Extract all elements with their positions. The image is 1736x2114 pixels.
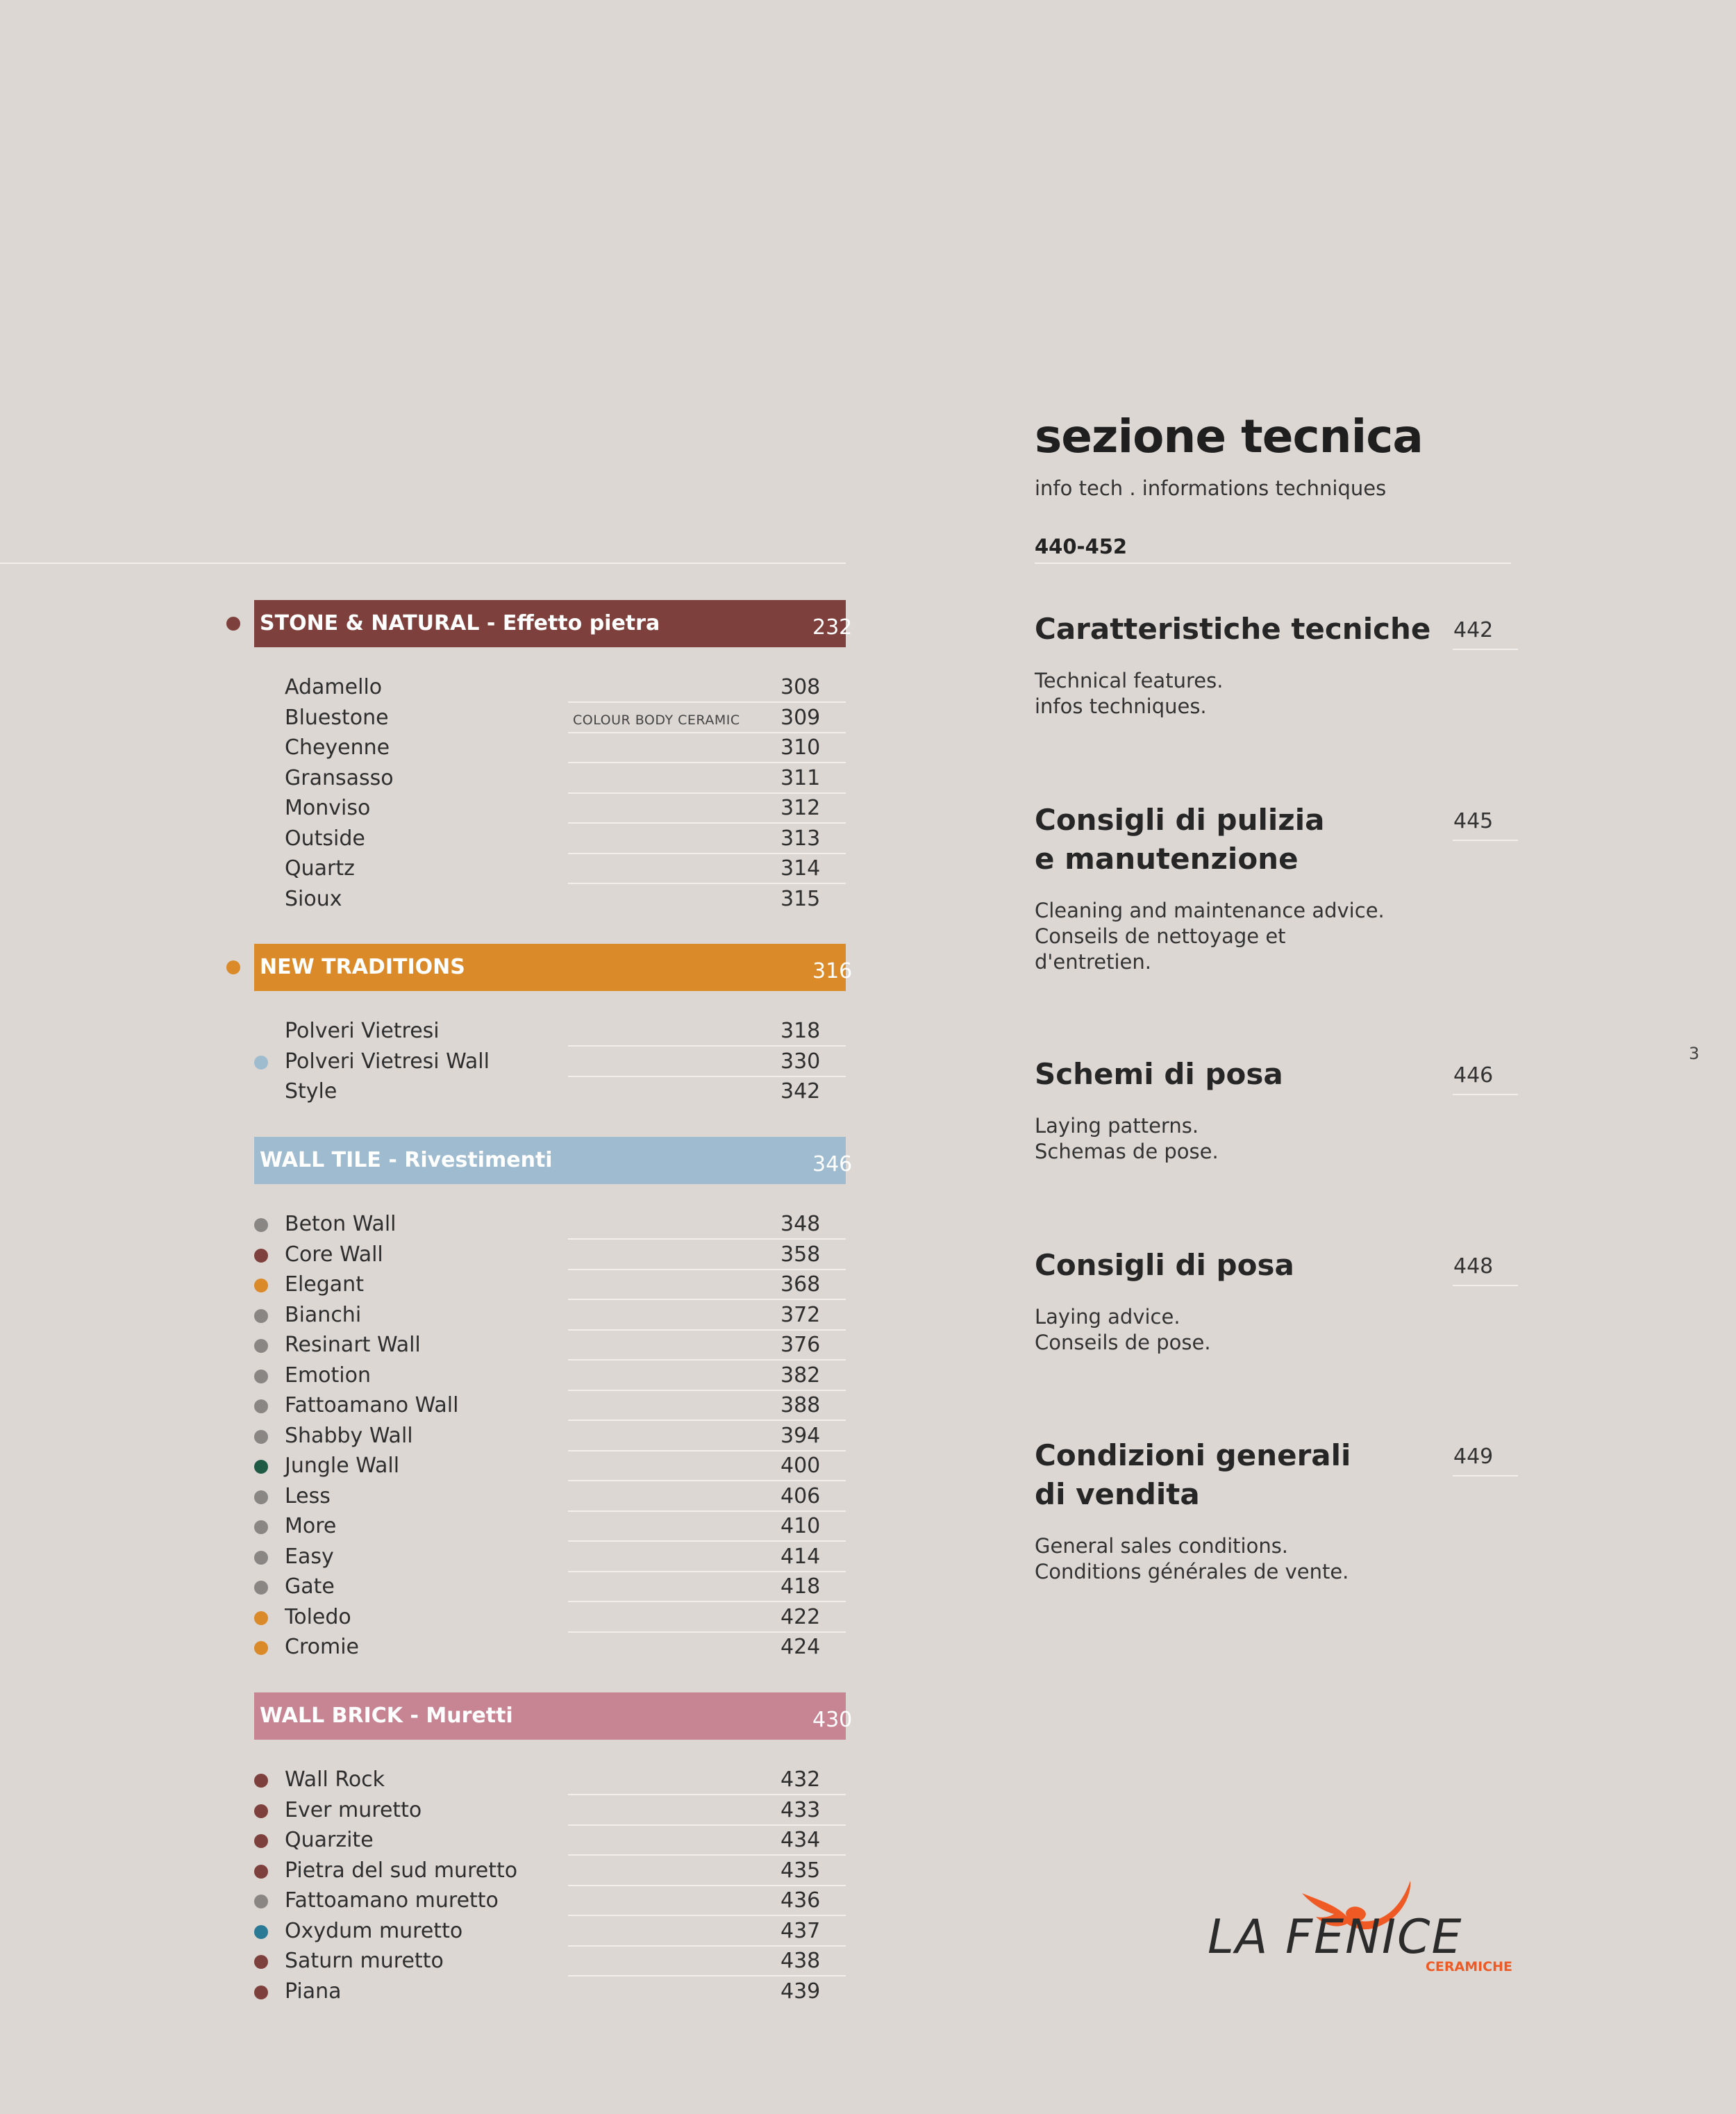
item-note: COLOUR BODY CERAMIC xyxy=(573,712,740,728)
color-dot xyxy=(254,1925,268,1939)
item-name: Wall Rock xyxy=(285,1767,385,1792)
item-name: Core Wall xyxy=(285,1242,383,1267)
color-dot xyxy=(254,1641,268,1655)
tech-entry-underline xyxy=(1453,649,1518,650)
list-item[interactable] xyxy=(222,1421,847,1451)
tech-entry-desc: Laying advice. Conseils de pose. xyxy=(1035,1305,1211,1354)
tech-section-title: sezione tecnica xyxy=(1035,410,1423,463)
list-item[interactable] xyxy=(222,1209,847,1240)
item-name: Quarzite xyxy=(285,1828,374,1852)
item-page: 372 xyxy=(781,1302,821,1327)
item-page: 410 xyxy=(781,1514,821,1538)
item-page: 438 xyxy=(781,1949,821,1973)
tech-entry-desc: General sales conditions. Conditions générales de vente. xyxy=(1035,1534,1349,1583)
color-dot xyxy=(254,1430,268,1444)
list-item[interactable] xyxy=(222,1481,847,1512)
tech-entry-page: 442 xyxy=(1453,618,1494,642)
tech-entry-title: Schemi di posa xyxy=(1035,1057,1283,1091)
list-item[interactable] xyxy=(222,1451,847,1481)
item-page: 439 xyxy=(781,1979,821,2004)
list-item[interactable] xyxy=(222,1946,847,1976)
color-dot xyxy=(254,1895,268,1908)
list-item[interactable] xyxy=(222,884,847,915)
item-name: Cheyenne xyxy=(285,735,390,760)
item-name: Bluestone xyxy=(285,705,389,730)
item-name: More xyxy=(285,1514,337,1538)
color-dot xyxy=(254,1056,268,1070)
item-name: Jungle Wall xyxy=(285,1454,400,1478)
tech-entry-desc: Laying patterns. Schemas de pose. xyxy=(1035,1114,1219,1163)
item-name: Fattoamano Wall xyxy=(285,1393,459,1417)
list-item[interactable] xyxy=(222,1795,847,1826)
tech-section-subtitle: info tech . informations techniques xyxy=(1035,476,1387,500)
item-page: 424 xyxy=(781,1635,821,1659)
list-item[interactable] xyxy=(222,1390,847,1421)
section-dot xyxy=(226,960,240,974)
tech-entry-title: Consigli di pulizia e manutenzione xyxy=(1035,803,1325,876)
item-name: Ever muretto xyxy=(285,1797,422,1822)
color-dot xyxy=(254,1309,268,1323)
item-page: 418 xyxy=(781,1574,821,1599)
item-name: Emotion xyxy=(285,1363,371,1388)
section-title: WALL TILE - Rivestimenti xyxy=(260,1148,553,1172)
list-item[interactable] xyxy=(222,1016,847,1047)
color-dot xyxy=(254,1339,268,1353)
item-name: Oxydum muretto xyxy=(285,1918,463,1943)
item-name: Style xyxy=(285,1079,337,1104)
list-item[interactable] xyxy=(222,1511,847,1542)
list-item[interactable] xyxy=(222,854,847,884)
item-name: Bianchi xyxy=(285,1302,362,1327)
item-page: 312 xyxy=(781,796,821,820)
item-name: Quartz xyxy=(285,856,355,881)
item-name: Sioux xyxy=(285,886,342,911)
item-page: 406 xyxy=(781,1483,821,1508)
color-dot xyxy=(254,1834,268,1848)
tech-entry-title: Consigli di posa xyxy=(1035,1248,1294,1282)
list-item[interactable] xyxy=(222,1976,847,2007)
color-dot xyxy=(254,1399,268,1413)
tech-entry-page: 446 xyxy=(1453,1063,1494,1088)
item-page: 400 xyxy=(781,1454,821,1478)
section-dot xyxy=(226,617,240,631)
list-item[interactable] xyxy=(222,1856,847,1886)
item-page: 434 xyxy=(781,1828,821,1852)
item-page: 394 xyxy=(781,1423,821,1448)
section-page: 316 xyxy=(812,959,853,983)
list-item[interactable] xyxy=(222,763,847,794)
item-page: 309 xyxy=(781,705,821,730)
section-header-bar[interactable] xyxy=(254,1137,853,1184)
item-page: 311 xyxy=(781,765,821,790)
item-page: 330 xyxy=(781,1049,821,1074)
logo-wordmark: LA FENICE xyxy=(1208,1910,1463,1965)
color-dot xyxy=(254,1986,268,1999)
tech-entry-desc: Cleaning and maintenance advice. Conseils de nettoyage et d'entretien. xyxy=(1035,899,1385,974)
item-name: Piana xyxy=(285,1979,342,2004)
list-item[interactable] xyxy=(222,1360,847,1391)
phoenix-logo-icon xyxy=(1205,1875,1517,1972)
section-header-bar[interactable] xyxy=(254,944,853,991)
item-page: 308 xyxy=(781,675,821,699)
section-header-bar[interactable] xyxy=(254,600,853,647)
list-item[interactable] xyxy=(222,1602,847,1633)
tech-entry-page: 445 xyxy=(1453,809,1494,833)
section-page: 430 xyxy=(812,1708,853,1732)
tech-entry-title: Caratteristiche tecniche xyxy=(1035,612,1431,646)
color-dot xyxy=(254,1581,268,1595)
item-name: Toledo xyxy=(285,1604,351,1629)
item-name: Shabby Wall xyxy=(285,1423,413,1448)
item-page: 358 xyxy=(781,1242,821,1267)
item-name: Elegant xyxy=(285,1272,364,1297)
item-page: 414 xyxy=(781,1544,821,1569)
list-item[interactable] xyxy=(222,1240,847,1270)
item-page: 422 xyxy=(781,1604,821,1629)
list-item[interactable] xyxy=(222,1542,847,1572)
item-page: 315 xyxy=(781,886,821,911)
tech-entry-desc: Technical features. infos techniques. xyxy=(1035,669,1224,718)
list-item[interactable] xyxy=(222,1572,847,1602)
list-item[interactable] xyxy=(222,824,847,854)
page-number: 3 xyxy=(1689,1044,1700,1063)
item-page: 433 xyxy=(781,1797,821,1822)
list-item[interactable] xyxy=(222,1076,847,1107)
item-name: Cromie xyxy=(285,1635,359,1659)
color-dot xyxy=(254,1865,268,1879)
item-name: Polveri Vietresi Wall xyxy=(285,1049,490,1074)
color-dot xyxy=(254,1804,268,1818)
list-item[interactable] xyxy=(222,1765,847,1795)
color-dot xyxy=(254,1218,268,1232)
la-fenice-logo xyxy=(1205,1875,1517,1972)
tech-entry-underline xyxy=(1453,1475,1518,1476)
color-dot xyxy=(254,1460,268,1474)
color-dot xyxy=(254,1279,268,1292)
item-name: Gransasso xyxy=(285,765,394,790)
item-page: 436 xyxy=(781,1888,821,1913)
item-page: 348 xyxy=(781,1212,821,1236)
section-page: 232 xyxy=(812,615,853,640)
item-name: Polveri Vietresi xyxy=(285,1019,440,1043)
item-name: Fattoamano muretto xyxy=(285,1888,499,1913)
color-dot xyxy=(254,1520,268,1534)
list-item[interactable] xyxy=(222,793,847,824)
section-title: WALL BRICK - Muretti xyxy=(260,1704,513,1728)
item-name: Gate xyxy=(285,1574,335,1599)
item-name: Easy xyxy=(285,1544,334,1569)
item-page: 437 xyxy=(781,1918,821,1943)
color-dot xyxy=(254,1370,268,1383)
item-page: 318 xyxy=(781,1019,821,1043)
list-item[interactable] xyxy=(222,703,847,733)
item-page: 310 xyxy=(781,735,821,760)
item-name: Beton Wall xyxy=(285,1212,397,1236)
tech-entry-underline xyxy=(1453,1285,1518,1286)
item-page: 382 xyxy=(781,1363,821,1388)
tech-entry-title: Condizioni generali di vendita xyxy=(1035,1438,1351,1511)
item-page: 313 xyxy=(781,826,821,851)
list-item[interactable] xyxy=(222,1047,847,1077)
list-item[interactable] xyxy=(222,1886,847,1916)
color-dot xyxy=(254,1611,268,1625)
item-page: 342 xyxy=(781,1079,821,1104)
item-name: Outside xyxy=(285,826,365,851)
item-name: Pietra del sud muretto xyxy=(285,1858,518,1883)
list-item[interactable] xyxy=(222,1916,847,1947)
list-item[interactable] xyxy=(222,1270,847,1300)
color-dot xyxy=(254,1249,268,1263)
tech-entry-page: 449 xyxy=(1453,1445,1494,1469)
item-name: Resinart Wall xyxy=(285,1333,421,1357)
item-page: 376 xyxy=(781,1333,821,1357)
list-item[interactable] xyxy=(222,1330,847,1360)
item-name: Monviso xyxy=(285,796,371,820)
section-page: 346 xyxy=(812,1152,853,1176)
tech-entry-underline xyxy=(1453,1094,1518,1095)
color-dot xyxy=(254,1551,268,1565)
item-page: 314 xyxy=(781,856,821,881)
color-dot xyxy=(254,1774,268,1788)
item-name: Saturn muretto xyxy=(285,1949,444,1973)
list-item[interactable] xyxy=(222,672,847,703)
logo-subtitle: CERAMICHE xyxy=(1425,1959,1512,1972)
list-item[interactable] xyxy=(222,1632,847,1663)
color-dot xyxy=(254,1490,268,1504)
section-title: STONE & NATURAL - Effetto pietra xyxy=(260,611,660,635)
item-name: Less xyxy=(285,1483,331,1508)
color-dot xyxy=(254,1955,268,1969)
item-page: 368 xyxy=(781,1272,821,1297)
item-page: 388 xyxy=(781,1393,821,1417)
item-page: 435 xyxy=(781,1858,821,1883)
section-title: NEW TRADITIONS xyxy=(260,955,465,979)
list-item[interactable] xyxy=(222,1300,847,1331)
tech-section-range: 440-452 xyxy=(1035,535,1128,558)
top-divider-right xyxy=(1035,563,1511,564)
section-header-bar[interactable] xyxy=(254,1692,853,1740)
item-name: Adamello xyxy=(285,675,383,699)
tech-entry-underline xyxy=(1453,840,1518,841)
item-page: 432 xyxy=(781,1767,821,1792)
tech-entry-page: 448 xyxy=(1453,1254,1494,1279)
list-item[interactable] xyxy=(222,733,847,763)
top-divider-left xyxy=(0,563,846,564)
list-item[interactable] xyxy=(222,1825,847,1856)
